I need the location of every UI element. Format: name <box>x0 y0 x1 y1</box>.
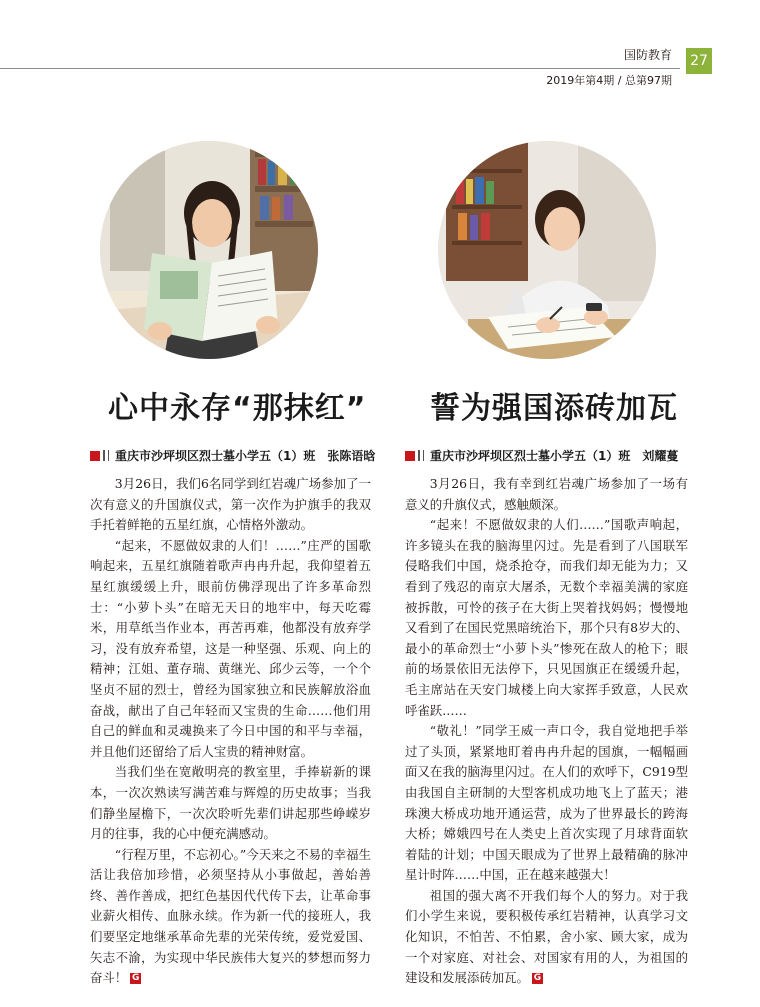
paragraph-text: “行程万里，不忘初心。”今天来之不易的幸福生活让我倍加珍惜，必须坚持从小事做起，善始善终、善作善成，把红色基因代代传下去，让革命事业薪火相传、血脉永续。作为新一代的接班人，我们要坚定地继承革命先辈的光荣传统，爱党爱国、矢志不渝，为实现中华民族伟大复兴的梦想而努力奋斗！ <box>90 846 371 986</box>
red-square-icon <box>90 451 100 461</box>
girl-writing-at-desk-photo <box>438 141 656 359</box>
paragraph: 3月26日，我有幸到红岩魂广场参加了一场有意义的升旗仪式，感触颇深。 <box>405 476 688 512</box>
paragraph: “起来，不愿做奴隶的人们！……”庄严的国歌响起来，五星红旗随着歌声冉冉升起，我仰望着五星红旗缓缓上升，眼前仿佛浮现出了许多革命烈士：“小萝卜头”在暗无天日的地牢中，每天吃霉米，用草纸当作业本，再苦再难，他都没有放弃学习，没有放弃希望，这是一种坚强、乐观、向上的精神；江姐、董存瑞、黄继光、邱少云等，一个个坚贞不屈的烈士，曾经为国家独立和民族解放浴血奋战，献出了自己年轻而又宝贵的生命……他们用自己的鲜血和灵魂换来了今日中国的和平与幸福，并且他们还留给了后人宝贵的精神财富。 <box>90 537 371 759</box>
paragraph: 当我们坐在宽敞明亮的教室里，手捧崭新的课本，一次次熟读写满苦难与辉煌的历史故事；当我们静坐屋檐下，一次次聆听先辈们讲起那些峥嵘岁月的往事，我的心中便充满感动。 <box>90 764 371 842</box>
author-credit: 重庆市沙坪坝区烈士墓小学五（1）班 张陈语晗 <box>115 449 376 463</box>
paragraph <box>90 845 371 989</box>
author-credit: 重庆市沙坪坝区烈士墓小学五（1）班 刘耀蔓 <box>430 449 679 463</box>
page-number: 27 <box>686 48 712 74</box>
article-body-left <box>90 474 371 989</box>
section-name: 国防教育 <box>623 48 672 62</box>
double-bar-icon <box>418 450 424 461</box>
paragraph: “起来！不愿做奴隶的人们……”国歌声响起，许多镜头在我的脑海里闪过。先是看到了八国联军侵略我们中国，烧杀抢夺，而我们却无能为力；又看到了残忍的南京大屠杀，无数个幸福美满的家庭被拆散，可怜的孩子在大街上哭着找妈妈；慢慢地又看到了在国民党黑暗统治下，那个只有8岁大的、最小的革命烈士“小萝卜头”惨死在敌人的枪下；眼前的场景依旧无法停下，只见国旗正在缓缓升起，毛主席站在天安门城楼上向大家挥手致意，人民欢呼雀跃…… <box>405 517 688 718</box>
paragraph-text: 祖国的强大离不开我们每个人的努力。对于我们小学生来说，要积极传承红岩精神，认真学习文化知识，不怕苦、不怕累，舍小家、顾大家，成为一个对家庭、对社会、对国家有用的人，为祖国的建设和发展添砖加瓦。 <box>405 887 688 986</box>
byline-right <box>405 447 678 464</box>
paragraph: “敬礼！”同学王威一声口令，我自觉地把手举过了头顶，紧紧地盯着冉冉升起的国旗，一幅幅画面又在我的脑海里闪过。在人们的欢呼下，C919型由我国自主研制的大型客机成功地飞上了蓝天；港珠澳大桥成功地开通运营，成为了世界最长的跨海大桥；嫦娥四号在人类史上首次实现了月球背面软着陆的计划；中国天眼成为了世界上最精确的脉冲星计时阵……中国，正在越来越强大！ <box>405 723 688 883</box>
paragraph <box>405 886 688 989</box>
girl-reading-book-photo <box>100 141 318 359</box>
article-body-right <box>405 474 688 989</box>
end-mark-icon: G <box>533 973 542 984</box>
article-title-left: 心中永存“那抹红” <box>108 391 367 426</box>
paragraph: 3月26日，我们6名同学到红岩魂广场参加了一次有意义的升国旗仪式，第一次作为护旗手的我双手托着鲜艳的五星红旗，心情格外激动。 <box>90 476 371 533</box>
byline-left <box>90 447 375 464</box>
red-square-icon <box>405 451 415 461</box>
header-rule <box>0 68 680 69</box>
double-bar-icon <box>103 450 109 461</box>
article-title-right: 誓为强国添砖加瓦 <box>430 391 678 426</box>
end-mark-icon: G <box>131 973 140 984</box>
issue-info: 2019年第4期 / 总第97期 <box>546 74 672 87</box>
